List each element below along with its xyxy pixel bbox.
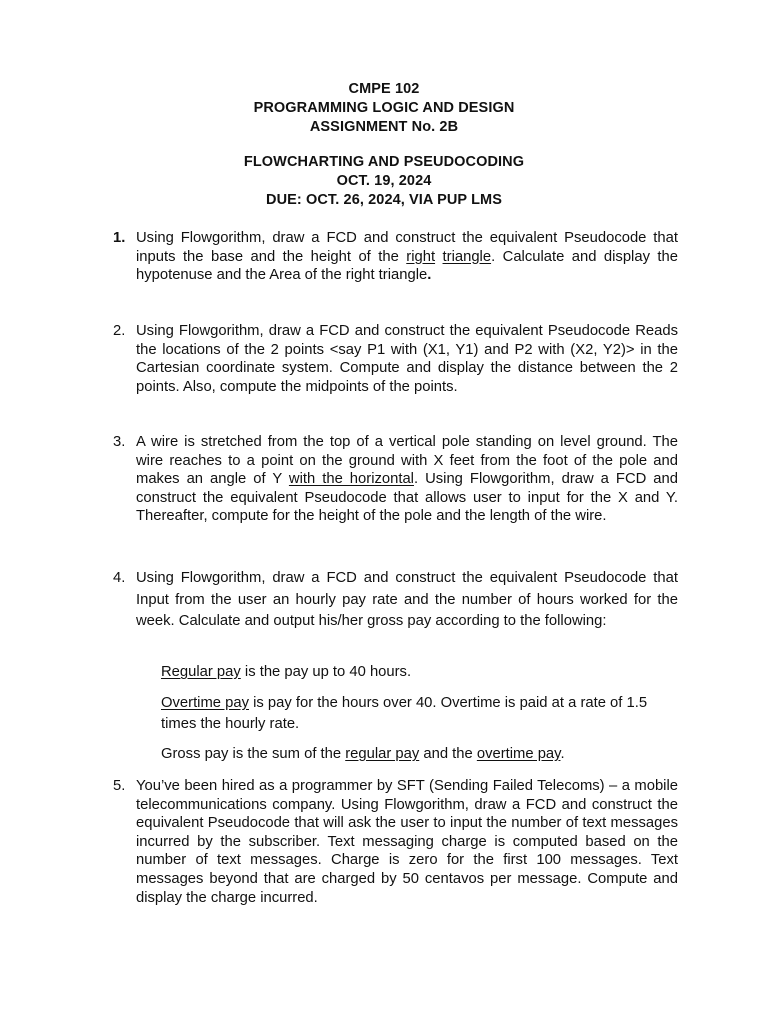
question-text: A wire is stretched from the top of a vertical pole standing on level ground. The wire reaches to a point on the ground with X feet from the foot of the pole and makes an angle of Y with the horizontal. Using Flowgorithm, draw a FCD and construct the equivalent Pseudocode that allows user to input for the X and Y. Thereafter, compute for the height of the pole and the length of the wire. — [136, 434, 678, 525]
question-1 — [113, 229, 678, 285]
document-header — [0, 80, 768, 137]
topic-header — [0, 153, 768, 210]
question-text: Using Flowgorithm, draw a FCD and construct the equivalent Pseudocode Reads the locations of the 2 points <say P1 with (X1, Y1) and P2 with (X2, Y2)> in the Cartesian coordinate system. Compute and display the distance between the 2 points. Also, compute the midpoints of the points. — [136, 323, 678, 395]
gross-pay-definition: Gross pay is the sum of the regular pay and the overtime pay. — [161, 746, 565, 762]
regular-pay-definition: Regular pay is the pay up to 40 hours. — [161, 664, 412, 680]
question-number: 4. — [113, 570, 126, 586]
assignment-title: ASSIGNMENT No. 2B — [309, 119, 459, 135]
question-number: 5. — [113, 778, 126, 794]
question-4 — [113, 568, 678, 633]
underlined-term: overtime pay — [476, 746, 561, 762]
question-text: You’ve been hired as a programmer by SFT (Sending Failed Telecoms) – a mobile telecommunications company. Using Flowgorithm, draw a FCD and construct the equivalent Pseudocode that will ask the user to input the number of text messages incurred by the subscriber. Text messaging charge is computed based on the number of text messages. Charge is zero for the first 100 messages. Text messages beyond that are charged by 50 centavos per message. Compute and display the charge incurred. — [136, 778, 678, 906]
underlined-term: Overtime pay — [161, 695, 249, 711]
due-date: DUE: OCT. 26, 2024, VIA PUP LMS — [266, 192, 502, 208]
question-5 — [113, 777, 678, 907]
question-text: Using Flowgorithm, draw a FCD and construct the equivalent Pseudocode that inputs the base and the height of the right triangle. Calculate and display the hypotenuse and the Area of the right triangle. — [136, 230, 678, 284]
underlined-term: with the horizontal — [288, 471, 414, 488]
question-number: 2. — [113, 323, 126, 339]
underlined-term: regular pay — [345, 746, 420, 762]
question-2 — [113, 322, 678, 396]
question-3 — [113, 433, 678, 526]
issue-date: OCT. 19, 2024 — [336, 173, 432, 189]
question-text: Using Flowgorithm, draw a FCD and construct the equivalent Pseudocode that Input from the user an hourly pay rate and the number of hours worked for the week. Calculate and output his/her gross pay according to the following: — [136, 570, 678, 629]
course-code: CMPE 102 — [348, 81, 420, 97]
topic-title: FLOWCHARTING AND PSEUDOCODING — [243, 154, 525, 170]
overtime-pay-definition: Overtime pay is pay for the hours over 40. Overtime is paid at a rate of 1.5 times the hourly rate. — [161, 695, 648, 732]
course-title: PROGRAMMING LOGIC AND DESIGN — [253, 100, 515, 116]
question-number: 3. — [113, 434, 126, 450]
underlined-term: right — [406, 248, 436, 265]
question-number: 1. — [113, 230, 126, 246]
underlined-term: Regular pay — [161, 664, 241, 680]
underlined-term: triangle — [442, 248, 492, 265]
